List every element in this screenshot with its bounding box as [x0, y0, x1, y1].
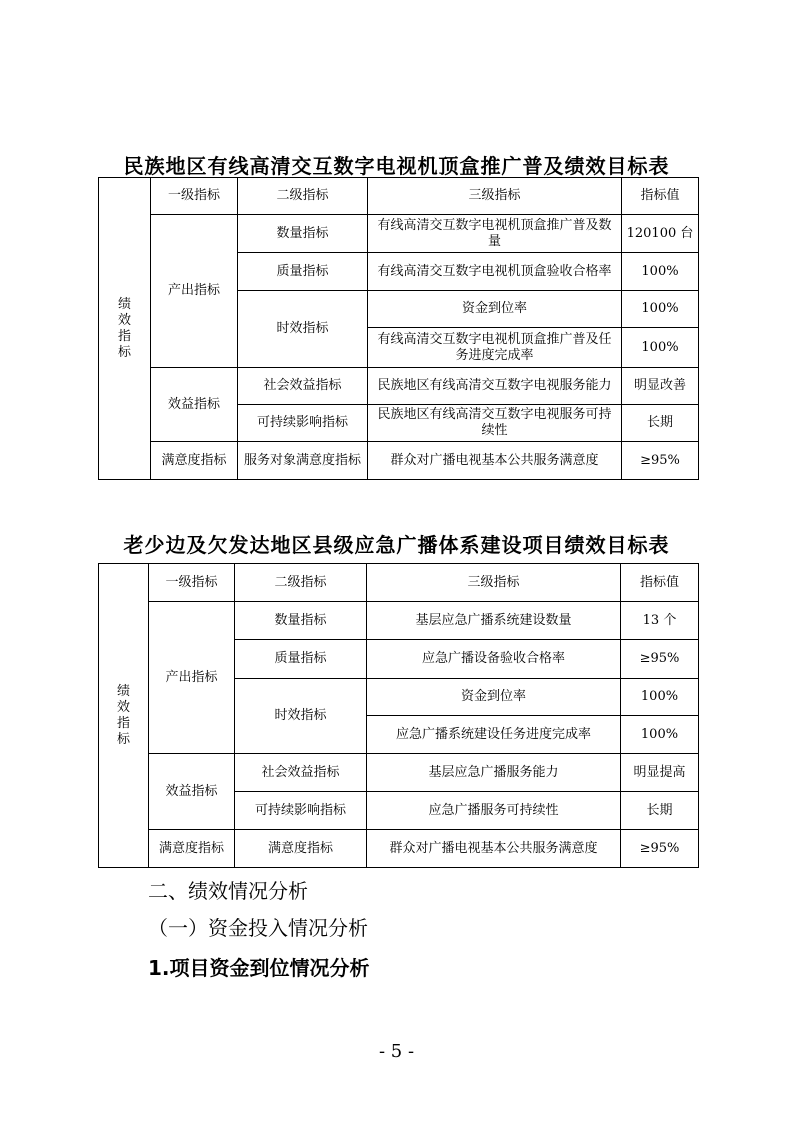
level3-cell: 民族地区有线高清交互数字电视服务能力 — [368, 368, 622, 405]
table-row — [99, 178, 699, 215]
side-label: 绩 效 指 标 — [99, 178, 151, 480]
value-cell: 长期 — [622, 405, 699, 442]
level2-cell: 可持续影响指标 — [235, 792, 367, 830]
level3-cell: 群众对广播电视基本公共服务满意度 — [368, 442, 622, 480]
value-cell: 100% — [622, 253, 699, 291]
header-value: 指标值 — [621, 564, 699, 602]
table1 — [98, 177, 699, 480]
level3-cell: 有线高清交互数字电视机顶盒推广普及数量 — [368, 215, 622, 253]
level2-cell: 数量指标 — [238, 215, 368, 253]
level3-cell: 民族地区有线高清交互数字电视服务可持续性 — [368, 405, 622, 442]
value-cell: 100% — [621, 716, 699, 754]
level2-cell: 质量指标 — [238, 253, 368, 291]
level2-cell: 可持续影响指标 — [238, 405, 368, 442]
level3-cell: 应急广播服务可持续性 — [367, 792, 621, 830]
level1-cell: 满意度指标 — [151, 442, 238, 480]
header-level3: 三级指标 — [367, 564, 621, 602]
level1-cell: 满意度指标 — [149, 830, 235, 868]
header-value: 指标值 — [622, 178, 699, 215]
level3-cell: 资金到位率 — [368, 291, 622, 328]
level3-cell: 基层应急广播系统建设数量 — [367, 602, 621, 640]
level3-cell: 群众对广播电视基本公共服务满意度 — [367, 830, 621, 868]
side-label: 绩 效 指 标 — [99, 564, 149, 868]
table-row — [99, 368, 699, 405]
table2 — [98, 563, 699, 868]
level2-cell: 时效指标 — [235, 679, 367, 754]
level3-cell: 有线高清交互数字电视机顶盒验收合格率 — [368, 253, 622, 291]
item-heading: 1.项目资金到位情况分析 — [148, 956, 370, 980]
value-cell: 100% — [622, 328, 699, 368]
table-row — [99, 215, 699, 253]
subsection-heading: （一）资金投入情况分析 — [148, 916, 368, 940]
level3-cell: 基层应急广播服务能力 — [367, 754, 621, 792]
value-cell: 13 个 — [621, 602, 699, 640]
table-row — [99, 830, 699, 868]
header-level1: 一级指标 — [149, 564, 235, 602]
level3-cell: 资金到位率 — [367, 679, 621, 716]
level1-cell: 产出指标 — [151, 215, 238, 368]
level2-cell: 数量指标 — [235, 602, 367, 640]
level1-cell: 效益指标 — [149, 754, 235, 830]
level1-cell: 效益指标 — [151, 368, 238, 442]
value-cell: ≥95% — [621, 640, 699, 679]
value-cell: 100% — [621, 679, 699, 716]
table2-title: 老少边及欠发达地区县级应急广播体系建设项目绩效目标表 — [123, 533, 670, 557]
level3-cell: 有线高清交互数字电视机顶盒推广普及任务进度完成率 — [368, 328, 622, 368]
value-cell: ≥95% — [621, 830, 699, 868]
table-row — [99, 754, 699, 792]
header-level2: 二级指标 — [235, 564, 367, 602]
value-cell: ≥95% — [622, 442, 699, 480]
value-cell: 明显提高 — [621, 754, 699, 792]
level2-cell: 社会效益指标 — [238, 368, 368, 405]
value-cell: 100% — [622, 291, 699, 328]
table1-title: 民族地区有线高清交互数字电视机顶盒推广普及绩效目标表 — [123, 154, 670, 178]
table-row — [99, 602, 699, 640]
value-cell: 明显改善 — [622, 368, 699, 405]
level2-cell: 服务对象满意度指标 — [238, 442, 368, 480]
header-level3: 三级指标 — [368, 178, 622, 215]
table-row — [99, 442, 699, 480]
table-row — [99, 564, 699, 602]
level2-cell: 时效指标 — [238, 291, 368, 368]
page-number: - 5 - — [378, 1041, 415, 1062]
header-level1: 一级指标 — [151, 178, 238, 215]
header-level2: 二级指标 — [238, 178, 368, 215]
level1-cell: 产出指标 — [149, 602, 235, 754]
section-heading: 二、绩效情况分析 — [148, 879, 308, 903]
level2-cell: 质量指标 — [235, 640, 367, 679]
level2-cell: 满意度指标 — [235, 830, 367, 868]
level3-cell: 应急广播设备验收合格率 — [367, 640, 621, 679]
value-cell: 长期 — [621, 792, 699, 830]
value-cell: 120100 台 — [622, 215, 699, 253]
level2-cell: 社会效益指标 — [235, 754, 367, 792]
level3-cell: 应急广播系统建设任务进度完成率 — [367, 716, 621, 754]
